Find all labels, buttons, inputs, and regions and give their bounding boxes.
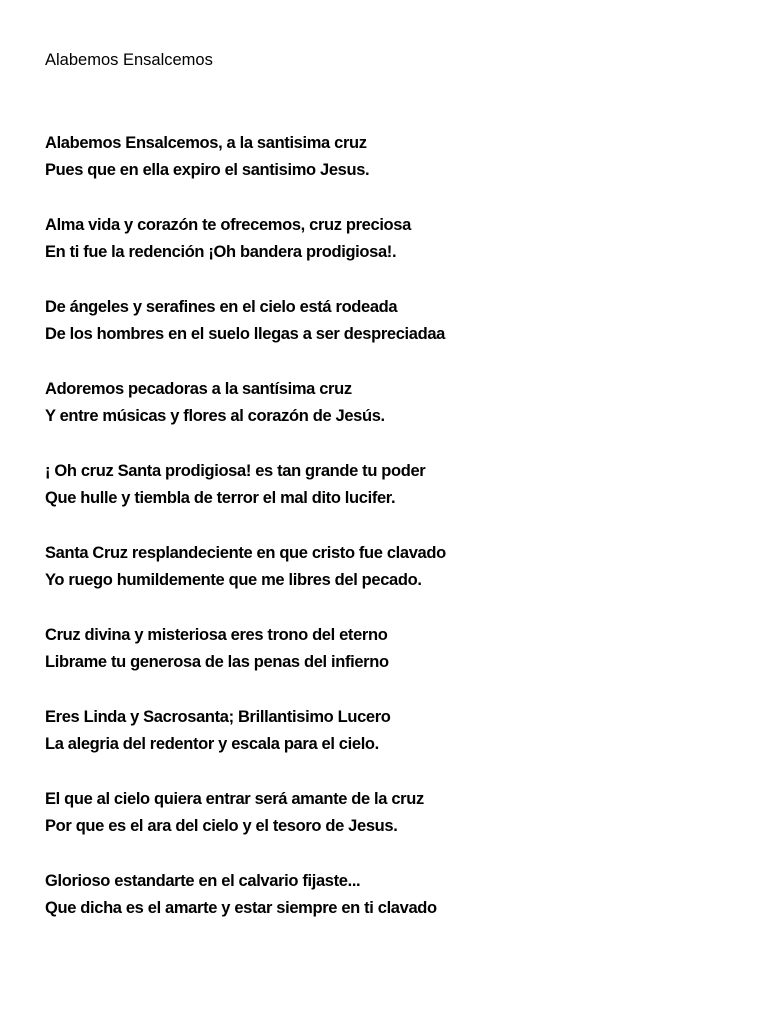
stanza-line: Que hulle y tiembla de terror el mal dito lucifer.: [45, 489, 396, 507]
stanza-list: [45, 130, 446, 950]
stanza: [45, 376, 446, 458]
stanza-line: En ti fue la redención ¡Oh bandera prodigiosa!.: [45, 243, 397, 261]
stanza: [45, 130, 446, 212]
stanza-line: Adoremos pecadoras a la santísima cruz: [45, 380, 352, 398]
stanza-line: Alabemos Ensalcemos, a la santisima cruz: [45, 134, 367, 152]
stanza-line: De ángeles y serafines en el cielo está rodeada: [45, 298, 398, 316]
stanza-line: Y entre músicas y flores al corazón de Jesús.: [45, 407, 385, 425]
stanza-line: Glorioso estandarte en el calvario fijaste...: [45, 872, 361, 890]
stanza-line: ¡ Oh cruz Santa prodigiosa! es tan grande tu poder: [45, 462, 426, 480]
stanza-line: Santa Cruz resplandeciente en que cristo fue clavado: [45, 544, 446, 562]
stanza-line: La alegria del redentor y escala para el cielo.: [45, 735, 379, 753]
stanza-line: Librame tu generosa de las penas del infierno: [45, 653, 389, 671]
stanza: [45, 622, 446, 704]
stanza: [45, 704, 446, 786]
document-title: Alabemos Ensalcemos: [45, 51, 213, 69]
stanza-line: Que dicha es el amarte y estar siempre en ti clavado: [45, 899, 437, 917]
stanza-line: Por que es el ara del cielo y el tesoro de Jesus.: [45, 817, 398, 835]
stanza: [45, 458, 446, 540]
stanza: [45, 786, 446, 868]
stanza-line: De los hombres en el suelo llegas a ser despreciadaa: [45, 325, 445, 343]
stanza: [45, 868, 446, 950]
stanza-line: Yo ruego humildemente que me libres del pecado.: [45, 571, 422, 589]
stanza: [45, 212, 446, 294]
stanza-line: Eres Linda y Sacrosanta; Brillantisimo Lucero: [45, 708, 391, 726]
stanza-line: El que al cielo quiera entrar será amante de la cruz: [45, 790, 424, 808]
stanza-line: Cruz divina y misteriosa eres trono del eterno: [45, 626, 388, 644]
stanza: [45, 294, 446, 376]
stanza-line: Pues que en ella expiro el santisimo Jesus.: [45, 161, 370, 179]
stanza-line: Alma vida y corazón te ofrecemos, cruz preciosa: [45, 216, 411, 234]
stanza: [45, 540, 446, 622]
